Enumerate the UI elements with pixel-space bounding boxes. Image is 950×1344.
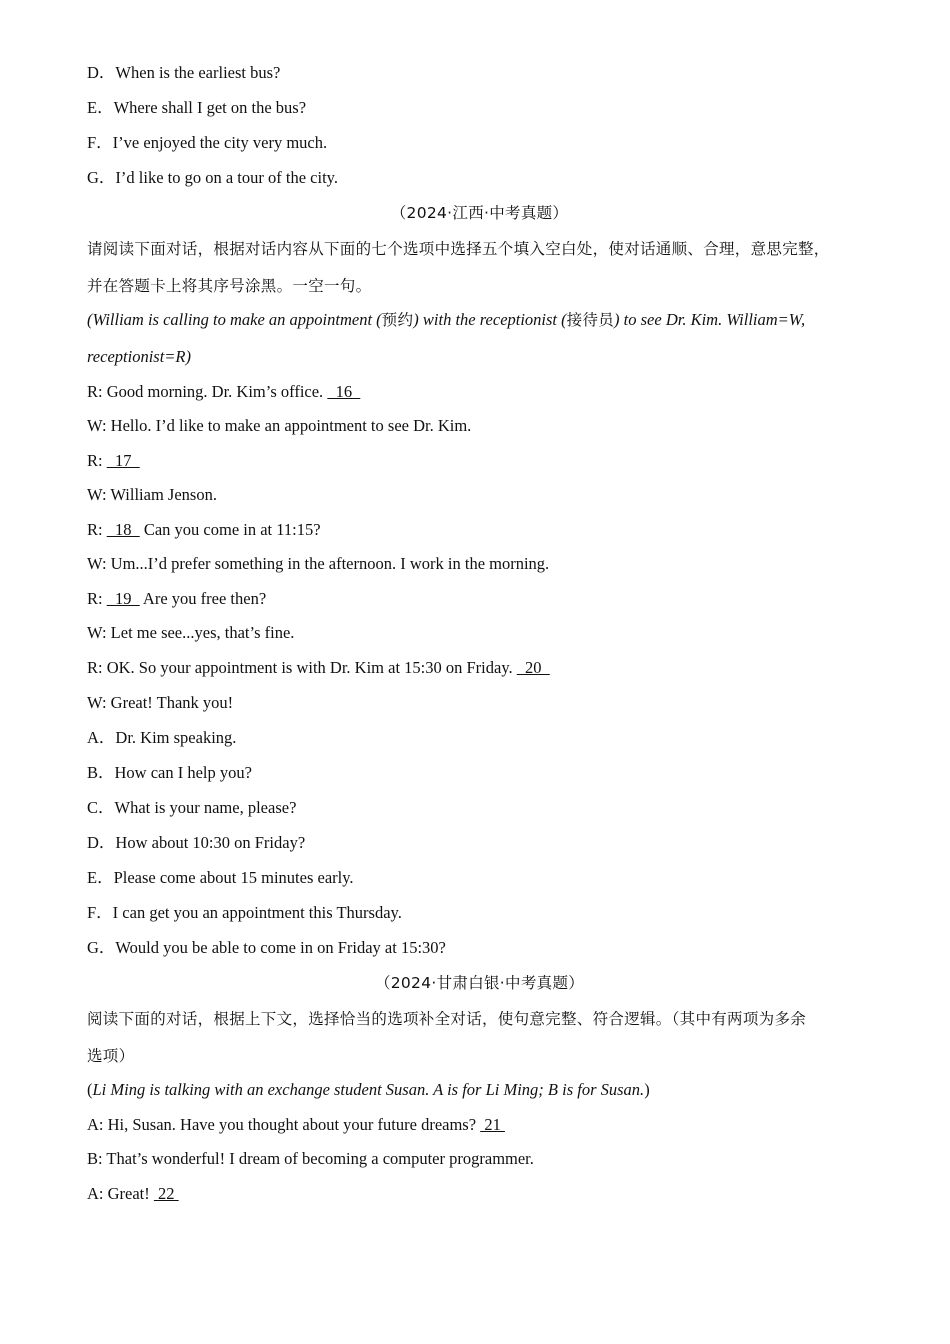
- option-f: F．I can get you an appointment this Thursday.: [87, 903, 402, 922]
- answer-blank-19[interactable]: 19: [106, 589, 140, 608]
- option-d-top: D．When is the earliest bus?: [87, 63, 281, 82]
- dialogue-line: R: 18 Can you come in at 11:15?: [87, 520, 321, 539]
- answer-blank-18[interactable]: 18: [106, 520, 140, 539]
- dialogue-line: R: 17: [87, 451, 140, 470]
- option-c: C．What is your name, please?: [87, 798, 297, 817]
- section1-context-line2: receptionist=R): [87, 347, 191, 366]
- section2-context: (Li Ming is talking with an exchange student Susan. A is for Li Ming; B is for Susan.): [87, 1080, 650, 1099]
- dialogue-line: W: Hello. I’d like to make an appointment to see Dr. Kim.: [87, 416, 472, 435]
- section2-instruction-line2: 选项）: [87, 1047, 135, 1065]
- option-f-top: F．I’ve enjoyed the city very much.: [87, 133, 328, 152]
- option-a: A．Dr. Kim speaking.: [87, 728, 237, 747]
- option-e-top: E．Where shall I get on the bus?: [87, 98, 307, 117]
- dialogue-line: W: William Jenson.: [87, 485, 217, 504]
- answer-blank-16[interactable]: 16: [327, 382, 361, 401]
- option-g-top: G．I’d like to go on a tour of the city.: [87, 168, 338, 187]
- dialogue-line: A: Hi, Susan. Have you thought about your future dreams? 21: [87, 1115, 505, 1134]
- section1-instruction-line1: 请阅读下面对话，根据对话内容从下面的七个选项中选择五个填入空白处，使对话通顺、合理，意思完整，: [87, 240, 830, 258]
- section1-instruction-line2: 并在答题卡上将其序号涂黑。一空一句。: [87, 277, 372, 295]
- section2-source: （2024·甘肃白银·中考真题）: [374, 974, 585, 992]
- dialogue-line: R: 19 Are you free then?: [87, 589, 267, 608]
- dialogue-line: W: Let me see...yes, that’s fine.: [87, 623, 295, 642]
- option-d: D．How about 10:30 on Friday?: [87, 833, 306, 852]
- answer-blank-21[interactable]: 21: [480, 1115, 505, 1134]
- dialogue-line: W: Um...I’d prefer something in the afternoon. I work in the morning.: [87, 554, 550, 573]
- section1-source: （2024·江西·中考真题）: [390, 204, 569, 222]
- answer-blank-17[interactable]: 17: [106, 451, 140, 470]
- option-b: B．How can I help you?: [87, 763, 252, 782]
- dialogue-line: A: Great! 22: [87, 1184, 179, 1203]
- option-e: E．Please come about 15 minutes early.: [87, 868, 354, 887]
- answer-blank-20[interactable]: 20: [516, 658, 550, 677]
- dialogue-line: R: OK. So your appointment is with Dr. Kim at 15:30 on Friday. 20: [87, 658, 550, 677]
- option-g: G．Would you be able to come in on Friday at 15:30?: [87, 938, 446, 957]
- section1-context-line1: (William is calling to make an appointment (预约) with the receptionist (接待员) to see Dr. Kim. William=W,: [87, 310, 806, 329]
- dialogue-line: R: Good morning. Dr. Kim’s office. 16: [87, 382, 361, 401]
- answer-blank-22[interactable]: 22: [153, 1184, 179, 1203]
- section2-instruction-line1: 阅读下面的对话，根据上下文，选择恰当的选项补全对话，使句意完整、符合逻辑。（其中有两项为多余: [87, 1010, 807, 1028]
- dialogue-line: W: Great! Thank you!: [87, 693, 234, 712]
- dialogue-line: B: That’s wonderful! I dream of becoming a computer programmer.: [87, 1149, 534, 1168]
